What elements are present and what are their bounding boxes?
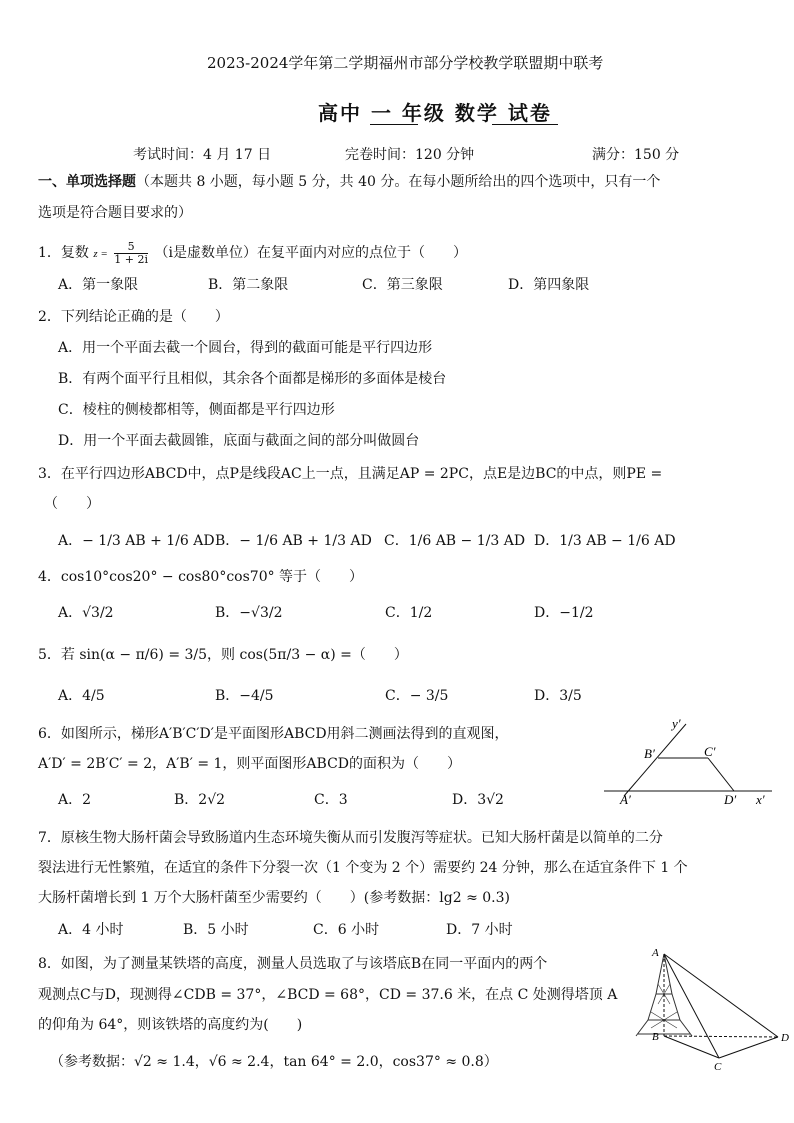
q2-option-d[interactable]: D．用一个平面去截圆锥，底面与截面之间的部分叫做圆台 (58, 433, 420, 449)
question-2-stem: 2．下列结论正确的是（ ） (38, 309, 229, 325)
line-cd (719, 1037, 778, 1058)
q6-option-a[interactable]: A．2 (58, 792, 92, 808)
q6-option-d[interactable]: D．3√2 (452, 792, 504, 808)
q5-option-d[interactable]: D．3/5 (534, 688, 582, 704)
subtitle-underline-2 (492, 124, 558, 125)
q3-option-b[interactable]: B．− 1/6 AB + 1/3 AD (215, 533, 372, 549)
q3-option-a[interactable]: A．− 1/3 AB + 1/6 AD (58, 533, 215, 549)
label-a: A′ (620, 792, 631, 807)
q7-option-c[interactable]: C．6 小时 (313, 922, 380, 938)
question-8-line2: 观测点C与D，现测得∠CDB = 37°，∠BCD = 68°，CD = 37.6 米，在点 C 处测得塔顶 A (38, 987, 618, 1003)
label-d: D (781, 1032, 789, 1044)
q4-option-b[interactable]: B．−√3/2 (215, 605, 283, 621)
exam-subtitle: 高中 一 年级 数学 试卷 (318, 101, 552, 125)
section-intro-line2: 选项是符合题目要求的） (38, 205, 192, 221)
question-6-line1: 6．如图所示，梯形A′B′C′D′是平面图形ABCD用斜二测画法得到的直观图， (38, 726, 509, 742)
q1-option-d[interactable]: D．第四象限 (508, 277, 590, 293)
label-y-axis: y′ (672, 716, 681, 731)
q1-option-c[interactable]: C．第三象限 (362, 277, 443, 293)
q7-option-b[interactable]: B．5 小时 (183, 922, 249, 938)
q3-option-d[interactable]: D．1/3 AB − 1/6 AD (534, 533, 676, 549)
line-ac (664, 954, 719, 1058)
question-4-stem: 4．cos10°cos20° − cos80°cos70° 等于（ ） (38, 569, 364, 585)
label-x-axis: x′ (756, 792, 765, 807)
q7-option-d[interactable]: D．7 小时 (446, 922, 513, 938)
section-heading: 一、单项选择题 (38, 174, 136, 190)
question-7-line2: 裂法进行无性繁殖，在适宜的条件下分裂一次（1 个变为 2 个）需要约 24 分钟，那么在适宜条件下 1 个 (38, 860, 688, 876)
q6-option-c[interactable]: C．3 (314, 792, 348, 808)
trapezoid-intuitive-figure (600, 712, 780, 812)
subtitle-underline-1 (370, 124, 418, 125)
q1-option-b[interactable]: B．第二象限 (208, 277, 289, 293)
q1-fraction-num: 5 (114, 241, 148, 254)
full-score: 满分：150 分 (592, 147, 680, 163)
q3-blank: （ ） (44, 496, 100, 512)
edge-cd (708, 758, 734, 791)
q7-option-a[interactable]: A．4 小时 (58, 922, 124, 938)
label-b: B′ (644, 746, 655, 761)
question-7-line1: 7．原核生物大肠杆菌会导致肠道内生态环境失衡从而引发腹泻等症状。已知大肠杆菌是以简单的二分 (38, 830, 663, 846)
q2-option-c[interactable]: C．棱柱的侧棱都相等，侧面都是平行四边形 (58, 402, 335, 418)
label-c: C′ (704, 744, 716, 759)
q1-var: z = (93, 248, 108, 260)
exam-header-title: 2023-2024学年第二学期福州市部分学校教学联盟期中联考 (207, 54, 604, 72)
q2-option-b[interactable]: B．有两个面平行且相似，其余各个面都是梯形的多面体是棱台 (58, 371, 447, 387)
q5-option-a[interactable]: A．4/5 (58, 688, 105, 704)
q1-lead: 1．复数 (38, 245, 89, 261)
label-a: A (652, 947, 659, 959)
label-b: B (652, 1031, 659, 1043)
question-1-stem (38, 238, 467, 268)
question-8-reference: （参考数据：√2 ≈ 1.4，√6 ≈ 2.4，tan 64° = 2.0，cos37° ≈ 0.8） (50, 1054, 498, 1070)
q6-option-b[interactable]: B．2√2 (174, 792, 226, 808)
q1-fraction (114, 241, 148, 266)
q4-option-c[interactable]: C．1/2 (385, 605, 433, 621)
q2-option-a[interactable]: A．用一个平面去截一个圆台，得到的截面可能是平行四边形 (58, 340, 433, 356)
tower-measurement-figure (626, 942, 794, 1072)
exam-date: 考试时间：4 月 17 日 (133, 147, 272, 163)
exam-duration: 完卷时间：120 分钟 (345, 147, 475, 163)
question-7-line3: 大肠杆菌增长到 1 万个大肠杆菌至少需要约（ ）(参考数据：lg2 ≈ 0.3) (38, 890, 510, 906)
question-8-line3: 的仰角为 64°，则该铁塔的高度约为( ) (38, 1017, 303, 1033)
label-c: C (714, 1061, 722, 1072)
q1-option-a[interactable]: A．第一象限 (58, 277, 139, 293)
q3-option-c[interactable]: C．1/6 AB − 1/3 AD (384, 533, 526, 549)
q1-tail: （i是虚数单位）在复平面内对应的点位于（ ） (154, 245, 467, 261)
line-bc (664, 1036, 719, 1058)
question-3-stem: 3．在平行四边形ABCD中，点P是线段AC上一点，且满足AP = 2PC，点E是边BC的中点，则PE = (38, 466, 663, 482)
question-8-line1: 8．如图，为了测量某铁塔的高度，测量人员选取了与该塔底B在同一平面内的两个 (38, 956, 548, 972)
y-axis (624, 724, 686, 796)
q4-option-d[interactable]: D．−1/2 (534, 605, 594, 621)
q5-option-c[interactable]: C．− 3/5 (385, 688, 449, 704)
section-intro-text: （本题共 8 小题，每小题 5 分，共 40 分。在每小题所给出的四个选项中，只有一个 (136, 174, 661, 190)
q5-option-b[interactable]: B．−4/5 (215, 688, 274, 704)
question-5-stem: 5．若 sin(α − π/6) = 3/5，则 cos(5π/3 − α) =（ ） (38, 647, 408, 663)
question-6-line2: A′D′ = 2B′C′ = 2，A′B′ = 1，则平面图形ABCD的面积为（ ） (38, 756, 462, 772)
q4-option-a[interactable]: A．√3/2 (58, 605, 114, 621)
line-ad (664, 954, 778, 1037)
label-d: D′ (724, 792, 737, 807)
q1-fraction-den: 1 + 2i (114, 252, 149, 266)
line-bd (664, 1036, 778, 1037)
section-intro (38, 172, 660, 192)
